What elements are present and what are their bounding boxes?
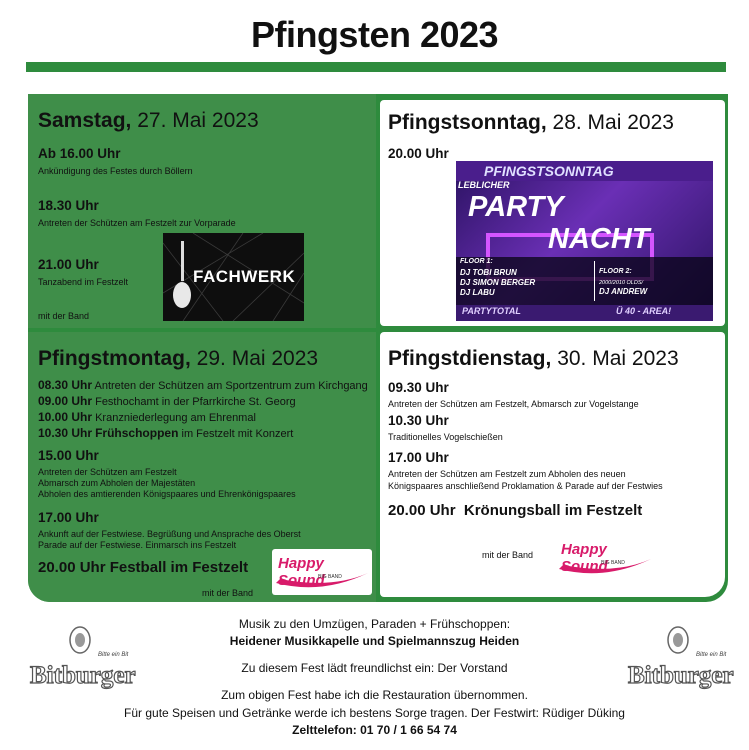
title-underline-bar <box>26 62 726 72</box>
fachwerk-band-logo <box>163 233 304 321</box>
footer-phone: Zelttelefon: 01 70 / 1 66 54 74 <box>292 723 457 737</box>
saturday-band-note: mit der Band <box>38 311 90 321</box>
sunday-date: 28. Mai 2023 <box>552 111 674 134</box>
bitburger-slogan: Bitte ein Bit <box>98 652 129 658</box>
tuesday-time-2: 10.30 Uhr <box>388 413 449 428</box>
bitburger-slogan: Bitte ein Bit <box>696 652 727 658</box>
poster-floor1-dj-2: DJ SIMON BERGER <box>460 278 536 287</box>
poster-floor1-dj-3: DJ LABU <box>460 288 495 297</box>
tuesday-time-3: 17.00 Uhr <box>388 450 449 465</box>
bitburger-text: Bitburger <box>30 662 136 689</box>
happy-sound-logo-monday <box>272 549 372 595</box>
bitburger-text: Bitburger <box>628 662 734 689</box>
footer-catering-2: Für gute Speisen und Getränke werde ich bestens Sorge tragen. Der Festwirt: Rüdiger Düking <box>124 706 625 720</box>
poster-line-2: LEBLICHER <box>458 180 510 190</box>
bitburger-logo-left <box>28 622 138 702</box>
tuesday-final-event: 20.00 Uhr Krönungsball im Festzelt <box>388 502 643 519</box>
monday-block2-line-1: Ankunft auf der Festwiese. Begrüßung und Ansprache des Oberst <box>38 529 301 539</box>
sunday-time: 20.00 Uhr <box>388 146 449 161</box>
bitburger-logo-right <box>626 622 736 702</box>
tuesday-heading <box>388 347 679 371</box>
monday-band-note: mit der Band <box>202 588 254 598</box>
tuesday-desc-2: Traditionelles Vogelschießen <box>388 432 503 442</box>
monday-block1-time: 15.00 Uhr <box>38 448 99 463</box>
monday-row-2: 09.00 Uhr Festhochamt in der Pfarrkirche St. Georg <box>38 394 296 408</box>
sunday-day: Pfingstsonntag, <box>388 111 547 134</box>
happy-sound-sub: BIG BAND <box>318 574 342 580</box>
tuesday-band-note: mit der Band <box>482 550 534 560</box>
monday-final-event: 20.00 Uhr Festball im Festzelt <box>38 559 249 576</box>
saturday-desc-1: Ankündigung des Festes durch Böllern <box>38 166 193 176</box>
monday-row-1: 08.30 Uhr Antreten der Schützen am Sportzentrum zum Kirchgang <box>38 378 368 392</box>
saturday-time-1: Ab 16.00 Uhr <box>38 146 121 161</box>
saturday-desc-3: Tanzabend im Festzelt <box>38 277 129 287</box>
poster-floor2-sub: 2000/2010 OLDS/ <box>599 280 644 286</box>
footer-catering-1: Zum obigen Fest habe ich die Restauration übernommen. <box>221 688 528 702</box>
fachwerk-logo-text: FACHWERK <box>193 267 296 286</box>
saturday-date: 27. Mai 2023 <box>137 109 259 132</box>
happy-sound-text: Happy Sound <box>278 555 325 589</box>
monday-block2-time: 17.00 Uhr <box>38 510 99 525</box>
poster-line-3: PARTY <box>468 191 564 223</box>
saturday-day: Samstag, <box>38 109 132 132</box>
monday-heading <box>38 347 318 371</box>
tuesday-desc-3a: Antreten der Schützen am Festzelt zum Abholen des neuen <box>388 469 626 479</box>
monday-row-4: 10.30 Uhr Frühschoppen im Festzelt mit Konzert <box>38 426 294 440</box>
tuesday-date: 30. Mai 2023 <box>557 347 679 370</box>
poster-floor1-dj-1: DJ TOBI BRUN <box>460 268 517 277</box>
tuesday-desc-3b: Königspaares anschließend Proklamation & Parade auf der Festwies <box>388 481 663 491</box>
happy-sound-sub: BIG BAND <box>601 560 625 566</box>
poster-line-4: NACHT <box>548 223 650 255</box>
sunday-heading <box>388 111 674 135</box>
tuesday-time-1: 09.30 Uhr <box>388 380 449 395</box>
monday-date: 29. Mai 2023 <box>196 347 319 370</box>
happy-sound-logo-tuesday <box>555 535 655 581</box>
happy-sound-text: Happy Sound <box>561 541 608 575</box>
page-title: Pfingsten 2023 <box>250 14 499 55</box>
monday-block1-line-2: Abmarsch zum Abholen der Majestäten <box>38 478 196 488</box>
poster-bottom-right: Ü 40 - AREA! <box>616 306 672 316</box>
monday-day: Pfingstmontag, <box>38 347 191 370</box>
party-nacht-poster <box>456 161 713 321</box>
poster-bottom-left: PARTYTOTAL <box>462 306 521 316</box>
poster-floor2-label: FLOOR 2: <box>599 268 632 275</box>
monday-block1-line-3: Abholen des amtierenden Königspaares und Ehrenkönigspaares <box>38 489 296 499</box>
poster-line-1: PFINGSTSONNTAG <box>484 163 614 179</box>
tuesday-day: Pfingstdienstag, <box>388 347 552 370</box>
footer-invite: Zu diesem Fest lädt freundlichst ein: Der Vorstand <box>241 661 508 675</box>
saturday-time-3: 21.00 Uhr <box>38 257 99 272</box>
saturday-time-2: 18.30 Uhr <box>38 198 99 213</box>
saturday-desc-2: Antreten der Schützen am Festzelt zur Vorparade <box>38 218 236 228</box>
tuesday-desc-1: Antreten der Schützen am Festzelt, Abmarsch zur Vogelstange <box>388 399 639 409</box>
footer-music-line: Musik zu den Umzügen, Paraden + Frühschoppen: <box>238 617 511 631</box>
footer-music-bands: Heidener Musikkapelle und Spielmannszug Heiden <box>229 634 520 648</box>
poster-floor2-dj: DJ ANDREW <box>599 287 648 296</box>
monday-row-3: 10.00 Uhr Kranzniederlegung am Ehrenmal <box>38 410 256 424</box>
poster-floor1-label: FLOOR 1: <box>460 258 493 265</box>
saturday-heading <box>38 109 259 133</box>
monday-block2-line-2: Parade auf der Festwiese. Einmarsch ins Festzelt <box>38 540 237 550</box>
monday-block1-line-1: Antreten der Schützen am Festzelt <box>38 467 177 477</box>
bass-guitar-icon <box>173 241 191 308</box>
